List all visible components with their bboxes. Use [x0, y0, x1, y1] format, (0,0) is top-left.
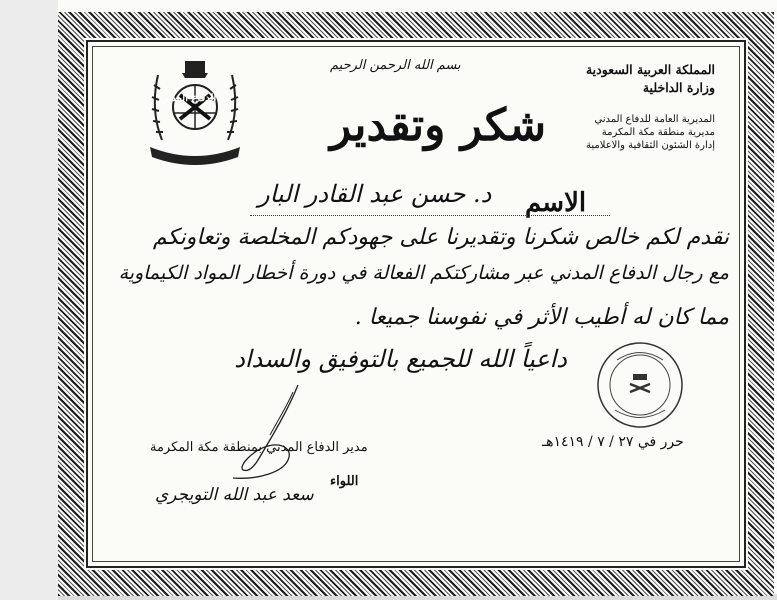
- basmala: بسم الله الرحمن الرحيم: [330, 58, 461, 73]
- certificate-title: شكر وتقدير: [330, 100, 547, 151]
- signatory-rank: اللواء: [330, 474, 359, 489]
- header-kingdom: المملكة العربية السعودية: [585, 62, 715, 77]
- body-line-3: مما كان له أطيب الأثر في نفوسنا جميعا .: [354, 305, 729, 330]
- emblem-caption: الدفاع المدني: [160, 93, 217, 104]
- signatory-title: مدير الدفاع المدني بمنطقة مكة المكرمة: [150, 440, 368, 455]
- header-region: مديرية منطقة مكة المكرمة: [601, 127, 715, 138]
- header-ministry: وزارة الداخلية: [642, 80, 715, 95]
- header-department: إدارة الشئون الثقافية والاعلامية: [586, 140, 715, 151]
- closing-prayer: داعياً الله للجميع بالتوفيق والسداد: [234, 345, 567, 373]
- name-underline: [250, 215, 610, 216]
- name-label: الاسم: [525, 188, 587, 218]
- scan-margin: [0, 0, 58, 600]
- body-line-1: نقدم لكم خالص شكرنا وتقديرنا على جهودكم المخلصة وتعاونكم: [152, 225, 729, 250]
- civil-defense-emblem-icon: [140, 55, 250, 170]
- header-directorate: المديرية العامة للدفاع المدني: [594, 114, 715, 125]
- official-stamp-icon: [595, 340, 685, 430]
- recipient-name: د. حسن عبد القادر البار: [258, 180, 492, 208]
- signatory-name: سعد عبد الله التويجري: [155, 485, 314, 505]
- issue-date: حرر في ٢٧ / ٧ / ١٤١٩هـ: [542, 434, 684, 450]
- signature-icon: [198, 380, 348, 490]
- body-line-2: مع رجال الدفاع المدني عبر مشاركتكم الفعالة في دورة أخطار المواد الكيماوية: [118, 262, 729, 284]
